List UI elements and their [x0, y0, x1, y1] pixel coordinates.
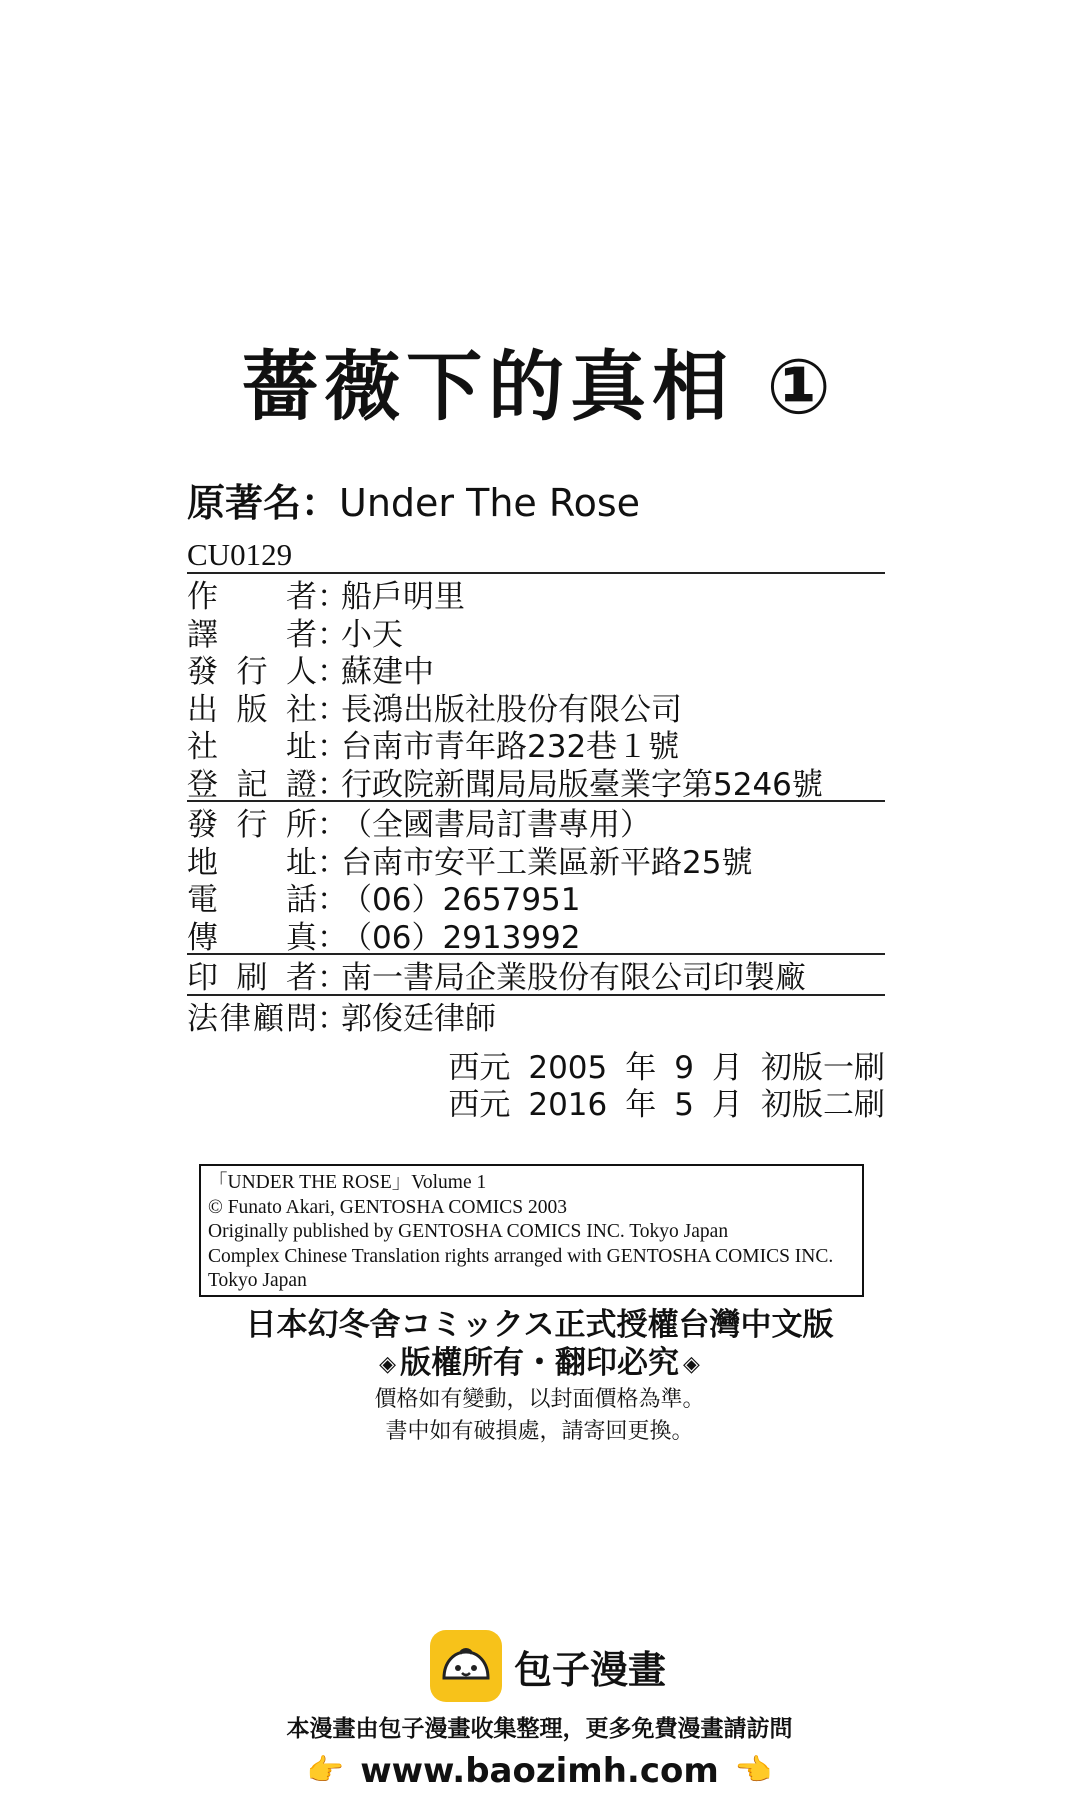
price-notice: 價格如有變動，以封面價格為準。	[374, 1387, 705, 1412]
credit-label: 出 版 社	[187, 691, 317, 728]
diamond-icon: ◈	[683, 1351, 700, 1377]
edition-dates	[434, 1050, 885, 1124]
credit-label: 地 址	[187, 844, 317, 881]
edition-date-row: 西元 2005 年 9 月 初版一刷	[448, 1050, 885, 1086]
credit-value: 船戶明里	[341, 579, 465, 616]
credit-value: 蘇建中	[341, 654, 434, 691]
credit-row-registration: 登 記 證 ： 行政院新聞局局版臺業字第5246號	[187, 763, 885, 801]
product-code: CU0129	[187, 537, 293, 572]
credit-value: 行政院新聞局局版臺業字第5246號	[341, 766, 823, 803]
credit-row-fax: 傳 真 ： （06）2913992	[187, 916, 885, 954]
credit-value: （全國書局訂書專用）	[341, 807, 651, 844]
credit-row-address: 地 址 ： 台南市安平工業區新平路25號	[187, 841, 885, 879]
credit-value: 小天	[341, 616, 403, 653]
credit-label: 社 址	[187, 729, 317, 766]
credit-value: （06）2657951	[341, 882, 581, 919]
pointing-hand-right-icon: 👉	[306, 1753, 345, 1788]
credit-label: 作 者	[187, 579, 317, 616]
brand-name: 包子漫畫	[514, 1647, 667, 1692]
credit-row-author: 作 者 ： 船戶明里	[187, 575, 885, 613]
credits-group-legal	[187, 994, 885, 1035]
credits-group-printer	[187, 953, 885, 997]
credits-group-publishing	[187, 572, 885, 803]
watermark-logo	[430, 1630, 666, 1702]
authorization-statement: 日本幻冬舍コミックス正式授權台灣中文版	[245, 1307, 834, 1343]
credit-row-publisher-person: 發 行 人 ： 蘇建中	[187, 650, 885, 688]
copyright-line: Tokyo Japan	[208, 1270, 307, 1291]
rights-text: 版權所有・翻印必究	[400, 1345, 679, 1381]
credit-label: 發 行 人	[187, 654, 317, 691]
credit-row-printer: 印 刷 者 ： 南一書局企業股份有限公司印製廠	[187, 956, 885, 994]
credit-label: 法 律 顧 問	[187, 1000, 317, 1037]
copyright-line: © Funato Akari, GENTOSHA COMICS 2003	[208, 1196, 567, 1218]
credits-table	[187, 572, 885, 1037]
credits-group-distribution	[187, 800, 885, 956]
credit-value: 郭俊廷律師	[341, 1000, 496, 1037]
credit-label: 登 記 證	[187, 766, 317, 803]
rights-statement	[0, 1343, 1079, 1385]
bun-icon	[430, 1630, 502, 1702]
credit-row-phone: 電 話 ： （06）2657951	[187, 878, 885, 916]
copyright-line: 「UNDER THE ROSE」Volume 1	[208, 1172, 487, 1193]
credit-value: 台南市安平工業區新平路25號	[341, 844, 753, 881]
credit-value: 南一書局企業股份有限公司印製廠	[341, 960, 806, 997]
original-title-value: Under The Rose	[339, 481, 640, 525]
original-title-label: 原著名：	[187, 481, 340, 525]
book-title: 薔薇下的真相 ①	[242, 342, 837, 431]
credit-row-publisher: 出 版 社 ： 長鴻出版社股份有限公司	[187, 688, 885, 726]
watermark-url[interactable]: www.baozimh.com	[360, 1751, 719, 1791]
edition-date-row: 西元 2016 年 5 月 初版二刷	[448, 1087, 885, 1123]
copyright-line: Originally published by GENTOSHA COMICS INC. Tokyo Japan	[208, 1221, 729, 1242]
credit-label: 發 行 所	[187, 807, 317, 844]
credit-row-distributor: 發 行 所 ： （全國書局訂書專用）	[187, 803, 885, 841]
original-title	[187, 478, 640, 528]
copyright-box	[199, 1164, 864, 1297]
watermark-promo: 本漫畫由包子漫畫收集整理，更多免費漫畫請訪問	[286, 1716, 793, 1742]
credit-value: （06）2913992	[341, 919, 581, 956]
credit-value: 台南市青年路232巷１號	[341, 729, 680, 766]
credit-row-translator: 譯 者 ： 小天	[187, 613, 885, 651]
credit-value: 長鴻出版社股份有限公司	[341, 691, 682, 728]
diamond-icon: ◈	[379, 1351, 396, 1377]
credit-label: 印 刷 者	[187, 960, 317, 997]
pointing-hand-left-icon: 👈	[734, 1753, 773, 1788]
credit-row-office-address: 社 址 ： 台南市青年路232巷１號	[187, 725, 885, 763]
credit-row-legal: 法 律 顧 問 ： 郭俊廷律師	[187, 997, 885, 1035]
credit-label: 電 話	[187, 882, 317, 919]
watermark-url-row	[0, 1749, 1079, 1793]
copyright-line: Complex Chinese Translation rights arranged with GENTOSHA COMICS INC.	[208, 1245, 834, 1267]
credit-label: 譯 者	[187, 616, 317, 653]
damage-notice: 書中如有破損處，請寄回更換。	[385, 1419, 694, 1444]
credit-label: 傳 真	[187, 919, 317, 956]
